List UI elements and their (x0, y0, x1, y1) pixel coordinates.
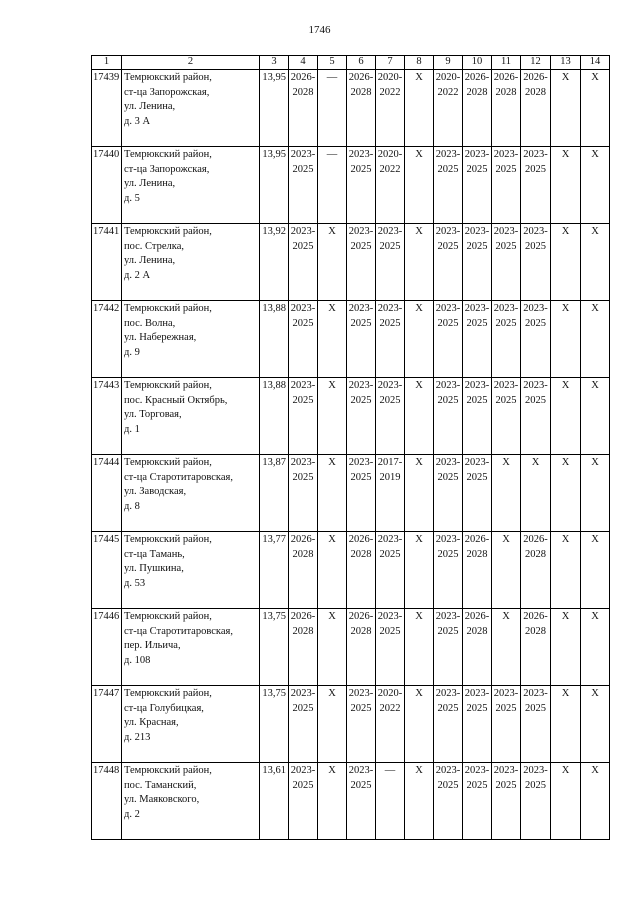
cell-col-4: 2023- 2025 (289, 378, 318, 455)
address-line: ул. Заводская, (124, 486, 187, 498)
cell-col-13: Х (551, 147, 581, 224)
cell-col-14: Х (581, 532, 610, 609)
header-row (92, 56, 610, 70)
cell-col-11: Х (492, 532, 521, 609)
address-line: пос. Стрелка, (124, 240, 185, 252)
cell-col-13: Х (551, 455, 581, 532)
cell-col-12: 2026- 2028 (521, 532, 551, 609)
cell-col-11: Х (492, 455, 521, 532)
record-number: 17444 (92, 455, 122, 532)
cell-col-7: 2023- 2025 (376, 609, 405, 686)
record-number: 17441 (92, 224, 122, 301)
cell-col-14: Х (581, 609, 610, 686)
cell-col-10: 2023- 2025 (463, 763, 492, 840)
cell-col-6: 2023- 2025 (347, 763, 376, 840)
record-number: 17443 (92, 378, 122, 455)
cell-col-3: 13,87 (260, 455, 289, 532)
cell-col-12: 2023- 2025 (521, 301, 551, 378)
record-number: 17448 (92, 763, 122, 840)
cell-col-7: 2023- 2025 (376, 224, 405, 301)
cell-col-8: Х (405, 532, 434, 609)
cell-col-4: 2026- 2028 (289, 532, 318, 609)
address-line: пер. Ильича, (124, 640, 181, 652)
table-row (92, 609, 610, 686)
cell-col-11: 2023- 2025 (492, 224, 521, 301)
cell-col-12: 2026- 2028 (521, 609, 551, 686)
cell-col-3: 13,95 (260, 147, 289, 224)
cell-col-10: 2023- 2025 (463, 686, 492, 763)
table-row (92, 763, 610, 840)
header-cell-13: 13 (551, 56, 581, 70)
cell-col-7: 2023- 2025 (376, 301, 405, 378)
cell-col-8: Х (405, 301, 434, 378)
address-line: ул. Маяковского, (124, 794, 200, 806)
address-line: Темрюкский район, (124, 534, 212, 545)
cell-col-9: 2023- 2025 (434, 224, 463, 301)
address-line: д. 108 (124, 654, 151, 666)
cell-col-12: 2023- 2025 (521, 763, 551, 840)
address-line: Темрюкский район, (124, 303, 212, 314)
header-cell-2: 2 (122, 56, 260, 70)
cell-col-14: Х (581, 763, 610, 840)
page-number: 1746 (308, 24, 331, 36)
table-row (92, 70, 610, 147)
cell-col-7: 2020- 2022 (376, 70, 405, 147)
cell-col-10: 2026- 2028 (463, 532, 492, 609)
address-line: д. 2 (124, 808, 140, 820)
cell-col-7: 2023- 2025 (376, 378, 405, 455)
header-cell-14: 14 (581, 56, 610, 70)
header-cell-3: 3 (260, 56, 289, 70)
address-line: ст-ца Запорожская, (124, 163, 210, 175)
cell-col-8: Х (405, 378, 434, 455)
cell-col-11: 2023- 2025 (492, 301, 521, 378)
cell-col-6: 2026- 2028 (347, 532, 376, 609)
cell-col-13: Х (551, 686, 581, 763)
cell-col-10: 2023- 2025 (463, 147, 492, 224)
register-table (91, 55, 610, 840)
table-row (92, 224, 610, 301)
address-line: ст-ца Голубицкая, (124, 702, 204, 714)
address-line: Темрюкский район, (124, 457, 212, 468)
cell-col-14: Х (581, 147, 610, 224)
cell-col-6: 2023- 2025 (347, 455, 376, 532)
address-line: ул. Ленина, (124, 101, 176, 113)
cell-col-11: Х (492, 609, 521, 686)
cell-col-14: Х (581, 301, 610, 378)
cell-col-4: 2023- 2025 (289, 224, 318, 301)
cell-col-9: 2020- 2022 (434, 70, 463, 147)
cell-col-9: 2023- 2025 (434, 763, 463, 840)
cell-col-12: 2023- 2025 (521, 224, 551, 301)
cell-col-7: 2017- 2019 (376, 455, 405, 532)
cell-col-6: 2023- 2025 (347, 301, 376, 378)
address-line: д. 1 (124, 423, 140, 435)
cell-col-13: Х (551, 763, 581, 840)
cell-col-13: Х (551, 224, 581, 301)
address-line: д. 3 А (124, 115, 151, 127)
record-number: 17447 (92, 686, 122, 763)
address-cell (122, 147, 260, 224)
cell-col-14: Х (581, 224, 610, 301)
address-line: Темрюкский район, (124, 765, 212, 776)
address-line: ул. Торговая, (124, 409, 182, 421)
cell-col-12: 2023- 2025 (521, 378, 551, 455)
address-cell (122, 532, 260, 609)
cell-col-4: 2026- 2028 (289, 70, 318, 147)
address-line: д. 2 А (124, 269, 151, 281)
cell-col-9: 2023- 2025 (434, 609, 463, 686)
header-cell-9: 9 (434, 56, 463, 70)
address-cell (122, 686, 260, 763)
cell-col-8: Х (405, 609, 434, 686)
address-cell (122, 763, 260, 840)
cell-col-8: Х (405, 70, 434, 147)
address-line: пос. Таманский, (124, 779, 197, 791)
cell-col-5: Х (318, 763, 347, 840)
cell-col-4: 2026- 2028 (289, 609, 318, 686)
cell-col-5: — (318, 147, 347, 224)
table-row (92, 147, 610, 224)
address-line: Темрюкский район, (124, 380, 212, 391)
address-cell (122, 455, 260, 532)
cell-col-13: Х (551, 609, 581, 686)
header-cell-1: 1 (92, 56, 122, 70)
record-number: 17440 (92, 147, 122, 224)
header-cell-6: 6 (347, 56, 376, 70)
cell-col-13: Х (551, 70, 581, 147)
cell-col-8: Х (405, 763, 434, 840)
address-line: д. 8 (124, 500, 140, 512)
cell-col-9: 2023- 2025 (434, 532, 463, 609)
address-cell (122, 224, 260, 301)
address-line: ст-ца Старотитаровская, (124, 471, 233, 483)
header-cell-7: 7 (376, 56, 405, 70)
cell-col-6: 2023- 2025 (347, 378, 376, 455)
cell-col-14: Х (581, 378, 610, 455)
cell-col-4: 2023- 2025 (289, 455, 318, 532)
cell-col-11: 2023- 2025 (492, 763, 521, 840)
address-line: ст-ца Запорожская, (124, 86, 210, 98)
address-cell (122, 301, 260, 378)
record-number: 17442 (92, 301, 122, 378)
cell-col-9: 2023- 2025 (434, 147, 463, 224)
table-row (92, 455, 610, 532)
address-line: д. 53 (124, 577, 146, 589)
cell-col-5: — (318, 70, 347, 147)
cell-col-10: 2026- 2028 (463, 70, 492, 147)
cell-col-14: Х (581, 686, 610, 763)
cell-col-7: 2020- 2022 (376, 686, 405, 763)
table-row (92, 532, 610, 609)
cell-col-5: Х (318, 378, 347, 455)
cell-col-4: 2023- 2025 (289, 301, 318, 378)
address-line: Темрюкский район, (124, 688, 212, 699)
address-line: д. 5 (124, 192, 140, 204)
cell-col-10: 2023- 2025 (463, 301, 492, 378)
cell-col-5: Х (318, 532, 347, 609)
cell-col-8: Х (405, 147, 434, 224)
cell-col-6: 2023- 2025 (347, 147, 376, 224)
address-line: пос. Красный Октябрь, (124, 394, 228, 406)
cell-col-9: 2023- 2025 (434, 378, 463, 455)
cell-col-14: Х (581, 70, 610, 147)
cell-col-12: 2023- 2025 (521, 686, 551, 763)
cell-col-12: 2026- 2028 (521, 70, 551, 147)
cell-col-8: Х (405, 224, 434, 301)
cell-col-11: 2023- 2025 (492, 147, 521, 224)
address-line: Темрюкский район, (124, 149, 212, 160)
address-cell (122, 378, 260, 455)
cell-col-3: 13,88 (260, 378, 289, 455)
address-line: д. 213 (124, 731, 151, 743)
record-number: 17445 (92, 532, 122, 609)
address-line: д. 9 (124, 346, 140, 358)
cell-col-3: 13,92 (260, 224, 289, 301)
address-line: Темрюкский район, (124, 226, 212, 237)
cell-col-5: Х (318, 224, 347, 301)
cell-col-3: 13,75 (260, 686, 289, 763)
address-line: ул. Пушкина, (124, 563, 184, 575)
cell-col-10: 2026- 2028 (463, 609, 492, 686)
record-number: 17446 (92, 609, 122, 686)
cell-col-6: 2026- 2028 (347, 70, 376, 147)
cell-col-12: 2023- 2025 (521, 147, 551, 224)
cell-col-6: 2023- 2025 (347, 224, 376, 301)
cell-col-9: 2023- 2025 (434, 455, 463, 532)
cell-col-5: Х (318, 455, 347, 532)
cell-col-5: Х (318, 686, 347, 763)
cell-col-4: 2023- 2025 (289, 147, 318, 224)
cell-col-14: Х (581, 455, 610, 532)
address-line: Темрюкский район, (124, 72, 212, 83)
header-cell-8: 8 (405, 56, 434, 70)
cell-col-4: 2023- 2025 (289, 686, 318, 763)
cell-col-9: 2023- 2025 (434, 301, 463, 378)
cell-col-5: Х (318, 609, 347, 686)
cell-col-7: 2023- 2025 (376, 532, 405, 609)
header-cell-11: 11 (492, 56, 521, 70)
cell-col-13: Х (551, 301, 581, 378)
cell-col-7: 2020- 2022 (376, 147, 405, 224)
address-line: Темрюкский район, (124, 611, 212, 622)
address-cell (122, 609, 260, 686)
address-line: ул. Набережная, (124, 332, 197, 344)
header-cell-5: 5 (318, 56, 347, 70)
address-line: ул. Ленина, (124, 255, 176, 267)
cell-col-10: 2023- 2025 (463, 224, 492, 301)
header-cell-10: 10 (463, 56, 492, 70)
cell-col-3: 13,95 (260, 70, 289, 147)
cell-col-12: Х (521, 455, 551, 532)
address-line: ст-ца Старотитаровская, (124, 625, 233, 637)
cell-col-8: Х (405, 455, 434, 532)
cell-col-8: Х (405, 686, 434, 763)
cell-col-5: Х (318, 301, 347, 378)
address-line: ул. Ленина, (124, 178, 176, 190)
cell-col-3: 13,61 (260, 763, 289, 840)
cell-col-6: 2026- 2028 (347, 609, 376, 686)
cell-col-6: 2023- 2025 (347, 686, 376, 763)
cell-col-13: Х (551, 532, 581, 609)
address-line: ул. Красная, (124, 717, 179, 729)
cell-col-13: Х (551, 378, 581, 455)
address-line: пос. Волна, (124, 317, 176, 329)
cell-col-10: 2023- 2025 (463, 455, 492, 532)
address-cell (122, 70, 260, 147)
cell-col-11: 2026- 2028 (492, 70, 521, 147)
header-cell-4: 4 (289, 56, 318, 70)
table-row (92, 378, 610, 455)
cell-col-3: 13,77 (260, 532, 289, 609)
header-cell-12: 12 (521, 56, 551, 70)
table-row (92, 686, 610, 763)
record-number: 17439 (92, 70, 122, 147)
cell-col-10: 2023- 2025 (463, 378, 492, 455)
cell-col-7: — (376, 763, 405, 840)
table-row (92, 301, 610, 378)
address-line: ст-ца Тамань, (124, 548, 185, 560)
cell-col-4: 2023- 2025 (289, 763, 318, 840)
cell-col-3: 13,88 (260, 301, 289, 378)
cell-col-3: 13,75 (260, 609, 289, 686)
cell-col-11: 2023- 2025 (492, 378, 521, 455)
cell-col-9: 2023- 2025 (434, 686, 463, 763)
cell-col-11: 2023- 2025 (492, 686, 521, 763)
